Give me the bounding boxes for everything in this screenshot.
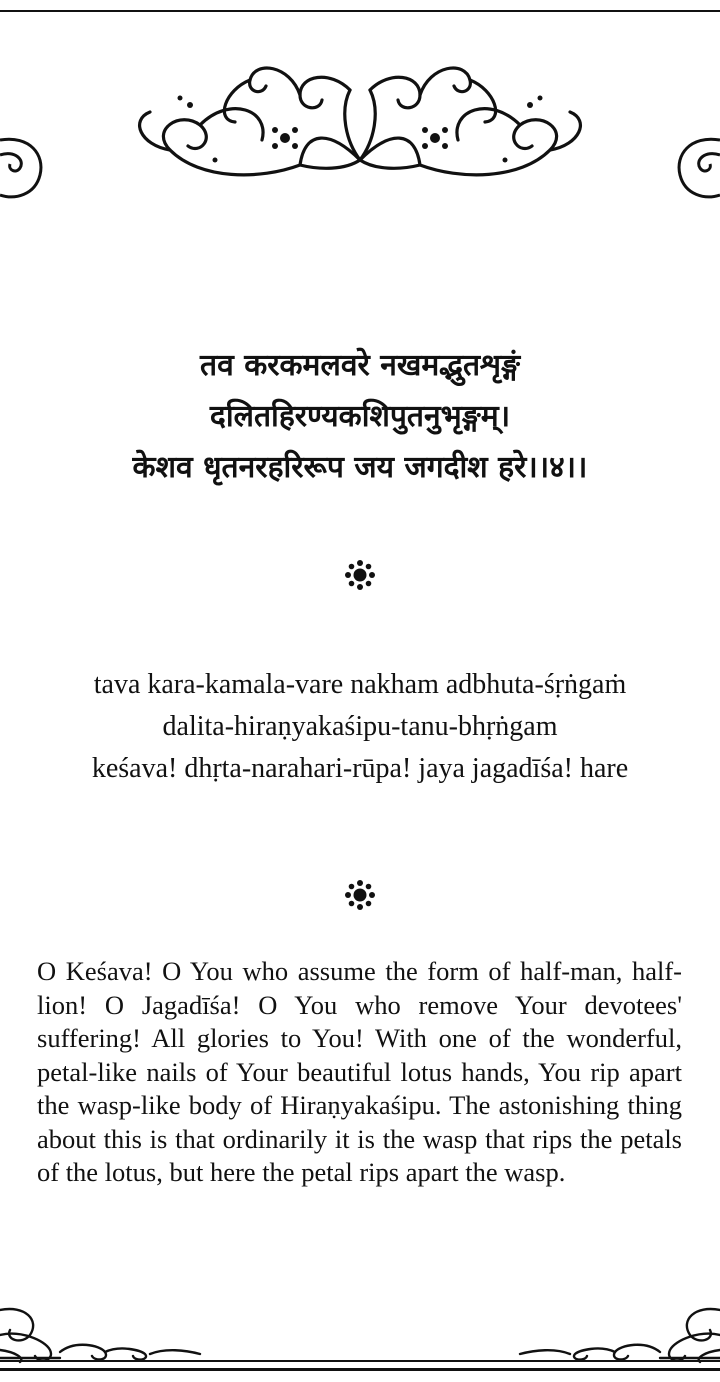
sanskrit-line: तव करकमलवरे नखमद्भुतशृङ्गं xyxy=(199,348,521,383)
transliteration-line: tava kara-kamala-vare nakham adbhuta-śṛṅgaṁ xyxy=(93,669,627,700)
bottom-rule-thick xyxy=(0,1368,720,1371)
sanskrit-verse xyxy=(0,340,720,493)
left-corner-swirl-icon xyxy=(0,110,50,210)
translation-paragraph: O Keśava! O You who assume the form of half-man, half-lion! O Jagadīśa! O You who remove Your devotees' suffering! All glories to You! With one of the wonderful, petal-like nails of Your beautiful lotus hands, You rip apart the wasp-like body of Hiraṇyakaśipu. The astonishing thing about this is that ordinarily it is the wasp that rips the petals of the lotus, but here the petal rips apart the wasp. xyxy=(37,956,682,1187)
floral-scroll-icon xyxy=(0,50,720,220)
transliteration-line: keśava! dhṛta-narahari-rūpa! jaya jagadīśa! hare xyxy=(91,753,629,784)
flower-dot-icon xyxy=(340,875,380,915)
top-rule xyxy=(0,10,720,12)
transliteration xyxy=(0,664,720,790)
flower-dot-icon xyxy=(340,555,380,595)
sanskrit-line: दलितहिरण्यकशिपुतनुभृङ्गम्। xyxy=(209,399,511,434)
transliteration-line: dalita-hiraṇyakaśipu-tanu-bhṛṅgam xyxy=(162,711,558,742)
sanskrit-line: केशव धृतनरहरिरूप जय जगदीश हरे।।४।। xyxy=(132,450,588,485)
right-corner-swirl-icon xyxy=(670,110,720,210)
bottom-rule xyxy=(0,1360,720,1362)
